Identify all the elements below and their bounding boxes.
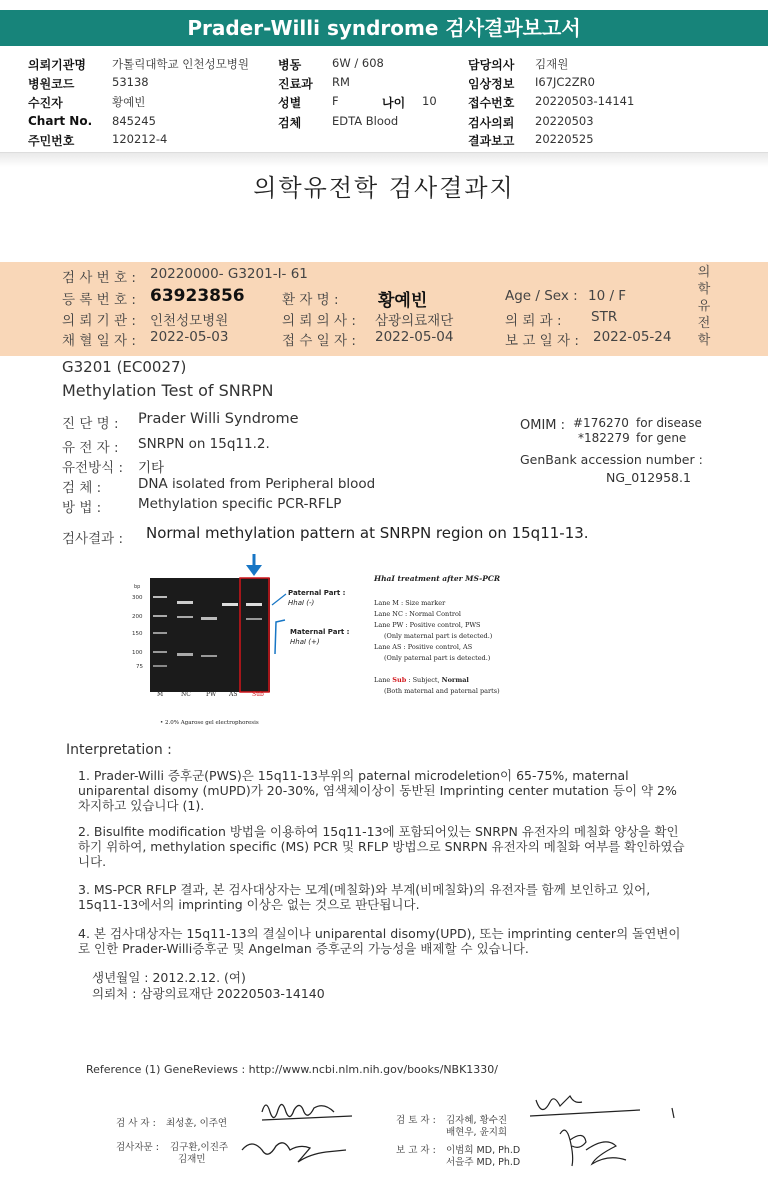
legend-line: Lane M : Size marker bbox=[374, 599, 446, 607]
method-value: Methylation specific PCR-RFLP bbox=[138, 496, 342, 512]
lane-label: M bbox=[157, 691, 164, 698]
interpretation-title: Interpretation : bbox=[66, 742, 172, 758]
paternal-title: Paternal Part : bbox=[288, 589, 346, 597]
advisor-names-1: 김구환,이진주 bbox=[170, 1142, 229, 1153]
gel-band bbox=[153, 632, 167, 634]
reporter-names-1: 이범희 MD, Ph.D bbox=[446, 1145, 521, 1156]
reviewer-names-1: 김자혜, 황수진 bbox=[446, 1115, 508, 1126]
ward-label: 병동 bbox=[278, 58, 302, 72]
test-name: Methylation Test of SNRPN bbox=[62, 381, 274, 400]
lane-label-subject: Sub bbox=[252, 691, 264, 698]
id-value: 120212-4 bbox=[112, 132, 168, 146]
banner-title: Prader-Willi syndrome 검사결과보고서 bbox=[187, 16, 581, 40]
omim-gene-text: for gene bbox=[636, 431, 687, 445]
age-label: 나이 bbox=[382, 96, 406, 110]
maternal-sub: HhaI (+) bbox=[290, 638, 320, 646]
age-value: 10 bbox=[422, 94, 437, 108]
inst-band-label: 의 뢰 기 관 : bbox=[62, 313, 136, 329]
test-no: 20220000- G3201-I- 61 bbox=[150, 266, 308, 282]
patient-band bbox=[0, 262, 768, 356]
omim-label: OMIM : bbox=[520, 418, 566, 433]
lane-label: AS bbox=[229, 691, 238, 698]
interp-paragraph-4: 4. 본 검사대상자는 15q11-13의 결실이나 uniparental disomy(UPD), 또는 imprinting center의 돌연변이로 인한 Prader-Willi증후군 및 Angelman 증후군의 가능성을 배제할 수 있습니다. bbox=[78, 926, 681, 956]
reviewer-names-2: 배현우, 윤지희 bbox=[446, 1127, 508, 1138]
recv-date: 2022-05-04 bbox=[375, 329, 454, 345]
doctor-value: 김재원 bbox=[535, 57, 569, 71]
gel-band bbox=[201, 655, 217, 657]
paternal-sub: HhaI (-) bbox=[288, 599, 315, 607]
result-value: Normal methylation pattern at SNRPN region on 15q11-13. bbox=[146, 524, 589, 542]
interp-paragraph-2: 2. Bisulfite modification 방법을 이용하여 15q11-13에 포함되어있는 SNRPN 유전자의 메칠화 양상을 확인하기 위하여, methylation specific (MS) PCR 및 RFLP 방법으로 SNRPN 유전자의 메칠화 여부를 확인하였습니다. bbox=[78, 824, 685, 869]
marker-label: 200 bbox=[132, 614, 143, 620]
document-title: 의학유전학 검사결과지 bbox=[253, 174, 515, 202]
gel-band bbox=[246, 603, 262, 606]
legend-subject-line: Lane Sub : Subject, Normal bbox=[374, 676, 469, 684]
diagnosis-value: Prader Willi Syndrome bbox=[138, 411, 299, 427]
lane-label: PW bbox=[206, 691, 217, 698]
omim-gene-no: *182279 bbox=[578, 431, 630, 445]
maternal-pointer bbox=[275, 620, 285, 654]
legend-line: (Only paternal part is detected.) bbox=[384, 654, 491, 662]
department-vertical-label bbox=[694, 264, 714, 349]
reviewer-label: 검 토 자 : bbox=[396, 1115, 436, 1126]
draw-date-label: 채 혈 일 자 : bbox=[62, 333, 136, 349]
gel-band bbox=[153, 615, 167, 617]
marker-label: 150 bbox=[132, 631, 143, 637]
gel-band bbox=[246, 618, 262, 620]
agesex-label: Age / Sex : bbox=[505, 288, 578, 304]
test-no-label: 검 사 번 호 : bbox=[62, 270, 136, 286]
method-label: 방 법 : bbox=[62, 500, 102, 516]
advisor-label: 검사자문 : bbox=[116, 1142, 159, 1153]
gel-band bbox=[153, 651, 167, 653]
tester-label: 검 사 자 : bbox=[116, 1118, 156, 1129]
maternal-title: Maternal Part : bbox=[290, 628, 350, 636]
request-value: 20220503 bbox=[535, 114, 594, 128]
legend-line: Lane NC : Normal Control bbox=[374, 610, 461, 618]
specimen-value: EDTA Blood bbox=[332, 114, 399, 128]
clinical-label: 임상정보 bbox=[468, 77, 515, 91]
tester-names: 최성훈, 이주연 bbox=[166, 1118, 228, 1129]
gel-band bbox=[177, 616, 193, 618]
reporter-label: 보 고 자 : bbox=[396, 1145, 436, 1156]
legend-line: (Only maternal part is detected.) bbox=[384, 632, 493, 640]
sex-label: 성별 bbox=[278, 96, 302, 110]
side-char: 학 bbox=[697, 333, 711, 348]
doctor-band: 삼광의료재단 bbox=[375, 313, 454, 329]
omim-disease-text: for disease bbox=[636, 416, 702, 430]
receipt-value: 20220503-14141 bbox=[535, 94, 635, 108]
recv-date-label: 접 수 일 자 : bbox=[282, 333, 356, 349]
test-code: G3201 (EC0027) bbox=[62, 358, 187, 376]
gel-note: • 2.0% Agarose gel electrophoresis bbox=[160, 720, 259, 726]
specimen-label: 검체 bbox=[278, 116, 302, 130]
side-char: 의 bbox=[697, 265, 711, 280]
genbank-value: NG_012958.1 bbox=[606, 470, 691, 485]
bp-label: bp bbox=[134, 584, 141, 590]
inst-label: 의뢰기관명 bbox=[28, 58, 86, 72]
tester-signature bbox=[262, 1104, 352, 1120]
inheritance-value: 기타 bbox=[138, 460, 165, 476]
patient-label: 수진자 bbox=[28, 96, 63, 110]
header-divider bbox=[0, 152, 768, 167]
patient-value: 황예빈 bbox=[112, 95, 146, 109]
gel-band bbox=[153, 596, 167, 598]
side-char: 학 bbox=[697, 282, 711, 297]
sample-label: 검 체 : bbox=[62, 480, 102, 496]
sex-value: F bbox=[332, 94, 339, 108]
chart-value: 845245 bbox=[112, 114, 156, 128]
dept-value: RM bbox=[332, 75, 350, 89]
reporter-signature bbox=[560, 1130, 626, 1166]
patient-name: 황예빈 bbox=[378, 291, 428, 311]
interp-paragraph-1: 1. Prader-Willi 증후군(PWS)은 15q11-13부위의 paternal microdeletion이 65-75%, maternal uniparental disomy (mUPD)가 20-30%, 염색체이상이 동반된 Imprinting center mutation 등이 약 2% 차지하고 있습니다 (1). bbox=[78, 768, 677, 813]
marker-label: 100 bbox=[132, 650, 143, 656]
reg-no-label: 등 록 번 호 : bbox=[62, 292, 136, 308]
gel-band bbox=[153, 665, 167, 667]
reference: Reference (1) GeneReviews : http://www.ncbi.nlm.nih.gov/books/NBK1330/ bbox=[86, 1063, 499, 1076]
side-char: 유 bbox=[697, 299, 711, 314]
draw-date: 2022-05-03 bbox=[150, 329, 229, 345]
legend-line: Lane AS : Positive control, AS bbox=[374, 643, 473, 651]
gel-band bbox=[201, 617, 217, 620]
report-date-label: 보 고 일 자 : bbox=[505, 333, 579, 349]
hospital-code-value: 53138 bbox=[112, 75, 149, 89]
ward-value: 6W / 608 bbox=[332, 56, 384, 70]
lane-label: NC bbox=[181, 691, 191, 698]
marker-label: 75 bbox=[136, 664, 143, 670]
gene-value: SNRPN on 15q11.2. bbox=[138, 436, 270, 452]
hospital-code-label: 병원코드 bbox=[28, 77, 75, 91]
agesex: 10 / F bbox=[588, 288, 627, 304]
reviewer-signature bbox=[530, 1096, 674, 1118]
clinical-value: I67JC2ZR0 bbox=[535, 75, 595, 89]
reg-no: 63923856 bbox=[150, 286, 245, 306]
inst-value: 가톨릭대학교 인천성모병원 bbox=[112, 57, 249, 71]
inheritance-label: 유전방식 : bbox=[62, 460, 124, 476]
request-label: 검사의뢰 bbox=[468, 116, 515, 130]
gel-band bbox=[177, 653, 193, 656]
receipt-label: 접수번호 bbox=[468, 96, 515, 110]
requester: 의뢰처 : 삼광의료재단 20220503-14140 bbox=[92, 986, 325, 1001]
report-header bbox=[0, 52, 768, 152]
side-char: 전 bbox=[697, 316, 711, 331]
report-date: 2022-05-24 bbox=[593, 329, 672, 345]
sample-value: DNA isolated from Peripheral blood bbox=[138, 476, 376, 492]
chart-label: Chart No. bbox=[28, 114, 93, 128]
id-label: 주민번호 bbox=[28, 134, 75, 148]
doctor-band-label: 의 뢰 의 사 : bbox=[282, 313, 356, 329]
dept-label: 진료과 bbox=[278, 77, 313, 91]
doctor-label: 담당의사 bbox=[468, 58, 515, 72]
birth-date: 생년월일 : 2012.2.12. (여) bbox=[92, 970, 246, 985]
dept-band: STR bbox=[591, 309, 618, 325]
advisor-names-2: 김재민 bbox=[178, 1154, 206, 1165]
advisor-signature bbox=[242, 1143, 346, 1162]
legend-line: (Both maternal and paternal parts) bbox=[384, 687, 500, 695]
marker-label: 300 bbox=[132, 595, 143, 601]
signatures bbox=[0, 1090, 768, 1190]
patient-name-label: 환 자 명 : bbox=[282, 292, 339, 308]
legend-line: Lane PW : Positive control, PWS bbox=[374, 621, 481, 629]
genbank-label: GenBank accession number : bbox=[520, 452, 703, 467]
gel-background bbox=[150, 578, 270, 692]
inst-band: 인천성모병원 bbox=[150, 313, 229, 329]
down-arrow-icon bbox=[246, 565, 262, 576]
report-banner bbox=[0, 10, 768, 46]
gel-band bbox=[222, 603, 238, 606]
dept-band-label: 의 뢰 과 : bbox=[505, 313, 562, 329]
result-date-label: 결과보고 bbox=[468, 134, 515, 148]
diagnosis-label: 진 단 명 : bbox=[62, 416, 119, 432]
result-label: 검사결과 : bbox=[62, 531, 124, 547]
gene-label: 유 전 자 : bbox=[62, 440, 119, 456]
gel-band bbox=[177, 601, 193, 604]
gel-figure bbox=[0, 550, 520, 735]
interp-paragraph-3: 3. MS-PCR RFLP 결과, 본 검사대상자는 모계(메칠화)와 부계(비메칠화)의 유전자를 함께 보인하고 있어, 15q11-13에서의 imprinting 이상은 없는 것으로 판단됩니다. bbox=[78, 882, 651, 912]
legend-title: HhaI treatment after MS-PCR bbox=[374, 574, 501, 583]
result-date-value: 20220525 bbox=[535, 132, 594, 146]
paternal-pointer bbox=[272, 594, 286, 605]
omim-disease-no: #176270 bbox=[573, 416, 629, 430]
reporter-names-2: 서을주 MD, Ph.D bbox=[446, 1157, 521, 1168]
